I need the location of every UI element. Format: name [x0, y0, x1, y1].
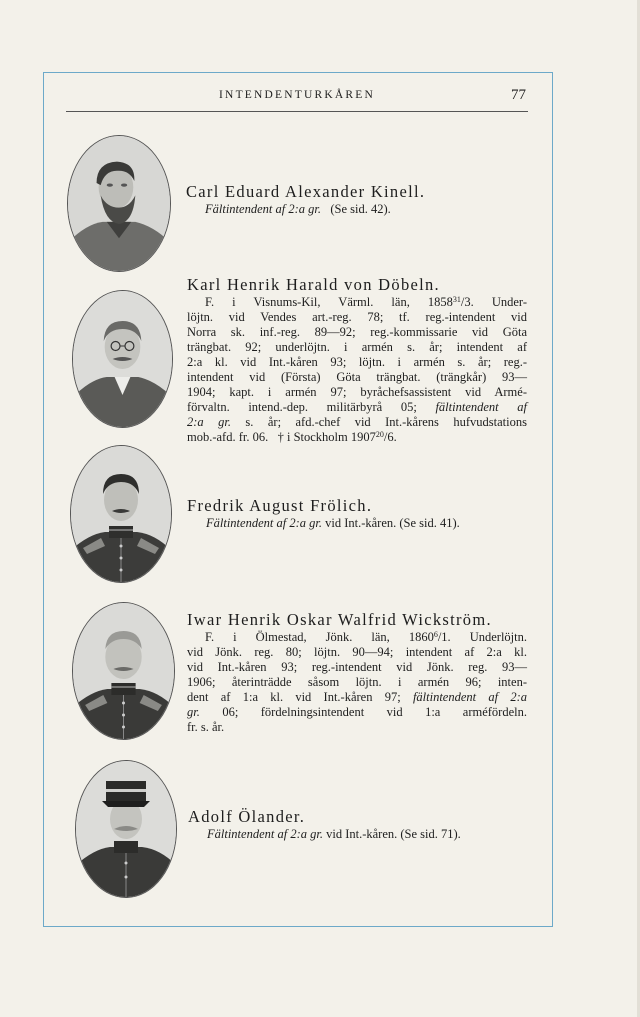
portrait-olander [75, 760, 177, 898]
entry-reference [188, 827, 461, 842]
bio-line: förvaltn. intend.-dep. militärbyrå 05; fältintendent af [187, 400, 527, 414]
entry-bio [187, 295, 527, 445]
header-rule [66, 111, 528, 112]
portrait-von-dobeln [72, 290, 173, 428]
entry-name: Adolf Ölander. [188, 807, 306, 826]
entry-bio [187, 630, 527, 735]
entry-kinell [186, 182, 425, 217]
bio-line: 1906; återinträdde såsom löjtn. i armén 96; inten- [187, 675, 527, 689]
entry-olander [188, 807, 461, 842]
portrait-olander-image [76, 761, 176, 897]
entry-frolich [187, 496, 460, 531]
entry-rank: Fältintendent af 2:a gr. [205, 202, 321, 216]
entry-rank: Fältintendent af 2:a gr. [206, 516, 322, 530]
entry-reference [186, 202, 425, 217]
bio-line: 1904; kapt. i armén 97; byråchefsassistent vid Armé- [187, 385, 527, 399]
running-title: INTENDENTURKÅREN [219, 89, 375, 101]
bio-line: mob.-afd. fr. 06. † i Stockholm 1907$^{20}$/6. [187, 430, 397, 444]
bio-line: F. i Ölmestad, Jönk. län, 1860$^6$/1. Underlöjtn. [205, 630, 527, 644]
bio-line: vid Jönk. reg. 80; löjtn. 90—94; intendent af 2:a kl. [187, 645, 527, 659]
entry-name: Fredrik August Frölich. [187, 496, 373, 515]
entry-name: Karl Henrik Harald von Döbeln. [187, 275, 440, 294]
entry-see: vid Int.-kåren. (Se sid. 41). [325, 516, 460, 530]
entry-name: Carl Eduard Alexander Kinell. [186, 182, 426, 201]
bio-line: löjtn. vid Vendes art.-reg. 78; tf. reg.-intendent vid [187, 310, 527, 324]
bio-line: 2:a kl. vid Int.-kåren 93; löjtn. i armén s. år; reg.- [187, 355, 527, 369]
bio-line: F. i Visnums-Kil, Värml. län, 1858$^{31}$/3. Under- [205, 295, 527, 309]
entry-reference [187, 516, 460, 531]
bio-line: gr. 06; fördelningsintendent vid 1:a arméfördeln. [187, 705, 527, 719]
page-number: 77 [511, 87, 526, 103]
portrait-von-dobeln-image [73, 291, 172, 427]
portrait-wickstrom-image [73, 603, 174, 739]
entry-von-dobeln [187, 275, 527, 445]
portrait-frolich-image [71, 446, 171, 582]
entry-see: (Se sid. 42). [330, 202, 391, 216]
bio-line: trängbat. 92; underlöjtn. i armén s. år; intendent af [187, 340, 527, 354]
portrait-kinell-image [68, 136, 170, 271]
entry-wickstrom [187, 610, 527, 735]
running-head [66, 87, 528, 111]
portrait-kinell [67, 135, 171, 272]
entry-see: vid Int.-kåren. (Se sid. 71). [326, 827, 461, 841]
bio-line: dent af 1:a kl. vid Int.-kåren 97; fältintendent af 2:a [187, 690, 527, 704]
bio-line: 2:a gr. s. år; afd.-chef vid Int.-kårens hufvudstations [187, 415, 527, 429]
bio-line: Norra sk. inf.-reg. 89—92; reg.-kommissarie vid Göta [187, 325, 527, 339]
bio-line: vid Int.-kåren 93; reg.-intendent vid Jönk. reg. 93— [187, 660, 527, 674]
entry-rank: Fältintendent af 2:a gr. [207, 827, 323, 841]
portrait-wickstrom [72, 602, 175, 740]
portrait-frolich [70, 445, 172, 583]
bio-line: fr. s. år. [187, 720, 225, 734]
bio-line: intendent vid (Första) Göta trängbat. (trängkår) 93— [187, 370, 527, 384]
entry-name: Iwar Henrik Oskar Walfrid Wickström. [187, 610, 492, 629]
